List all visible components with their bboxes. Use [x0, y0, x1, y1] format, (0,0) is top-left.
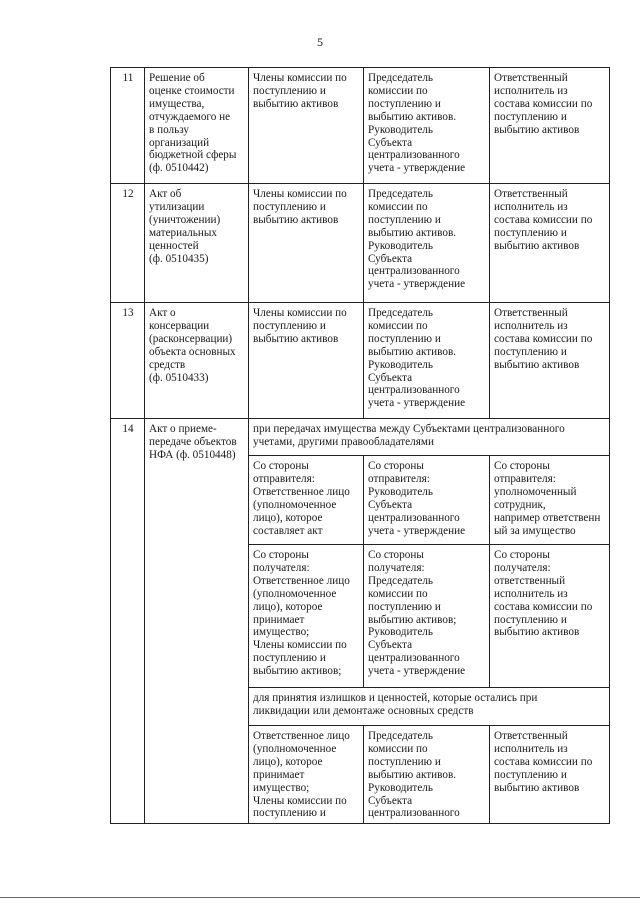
row-number: 13 — [111, 303, 145, 419]
row-number: 11 — [111, 68, 145, 184]
prepares-cell: Члены комиссии по поступлению и выбытию активов — [249, 303, 364, 419]
document-name-cell: Акт о консервации (расконсервации) объекта основных средств (ф. 0510433) — [145, 303, 249, 419]
sender-submits-cell: Со стороны отправителя: уполномоченный сотрудник, например ответственн ый за имущество — [490, 456, 610, 545]
receiver-signs-cell: Со стороны получателя: Председатель комиссии по поступлению и выбытию активов; Руководитель Субъекта централизованного учета - утверждение — [364, 545, 490, 688]
table-row — [111, 184, 610, 303]
transfer-note: при передачах имущества между Субъектами централизованного учетами, другими правообладателями — [249, 419, 610, 456]
document-name-cell: Акт об утилизации (уничтожении) материальных ценностей (ф. 0510435) — [145, 184, 249, 303]
signs-cell: Председатель комиссии по поступлению и выбытию активов. Руководитель Субъекта централизованного учета - утверждение — [364, 68, 490, 184]
signs-cell: Председатель комиссии по поступлению и выбытию активов. Руководитель Субъекта централизованного учета - утверждение — [364, 184, 490, 303]
receiver-submits-cell: Со стороны получателя: ответственный исполнитель из состава комиссии по поступлению и выбытию активов — [490, 545, 610, 688]
submits-cell: Ответственный исполнитель из состава комиссии по поступлению и выбытию активов — [490, 68, 610, 184]
document-name-cell: Акт о приеме- передаче объектов НФА (ф. 0510448) — [145, 419, 249, 824]
table-row — [111, 303, 610, 419]
table-row — [111, 68, 610, 184]
row-number: 12 — [111, 184, 145, 303]
surplus-signs-cell: Председатель комиссии по поступлению и выбытию активов. Руководитель Субъекта централизованного — [364, 726, 490, 824]
surplus-prepares-cell: Ответственное лицо (уполномоченное лицо), которое принимает имущество; Члены комиссии по поступлению и — [249, 726, 364, 824]
sender-prepares-cell: Со стороны отправителя: Ответственное лицо (уполномоченное лицо), которое составляет акт — [249, 456, 364, 545]
page-number: 5 — [317, 35, 323, 49]
signs-cell: Председатель комиссии по поступлению и выбытию активов. Руководитель Субъекта централизованного учета - утверждение — [364, 303, 490, 419]
receiver-prepares-cell: Со стороны получателя: Ответственное лицо (уполномоченное лицо), которое принимает имущество; Члены комиссии по поступлению и выбытию активов; — [249, 545, 364, 688]
prepares-cell: Члены комиссии по поступлению и выбытию активов — [249, 184, 364, 303]
sender-signs-cell: Со стороны отправителя: Руководитель Субъекта централизованного учета - утверждение — [364, 456, 490, 545]
row-number: 14 — [111, 419, 145, 824]
submits-cell: Ответственный исполнитель из состава комиссии по поступлению и выбытию активов — [490, 303, 610, 419]
submits-cell: Ответственный исполнитель из состава комиссии по поступлению и выбытию активов — [490, 184, 610, 303]
page-bottom-line — [0, 897, 640, 898]
surplus-submits-cell: Ответственный исполнитель из состава комиссии по поступлению и выбытию активов — [490, 726, 610, 824]
prepares-cell: Члены комиссии по поступлению и выбытию активов — [249, 68, 364, 184]
surplus-note: для принятия излишков и ценностей, которые остались при ликвидации или демонтаже основных средств — [249, 688, 610, 726]
document-name-cell: Решение об оценке стоимости имущества, отчуждаемого не в пользу организаций бюджетной сферы (ф. 0510442) — [145, 68, 249, 184]
document-flow-table — [110, 67, 610, 824]
table-row — [111, 419, 610, 456]
